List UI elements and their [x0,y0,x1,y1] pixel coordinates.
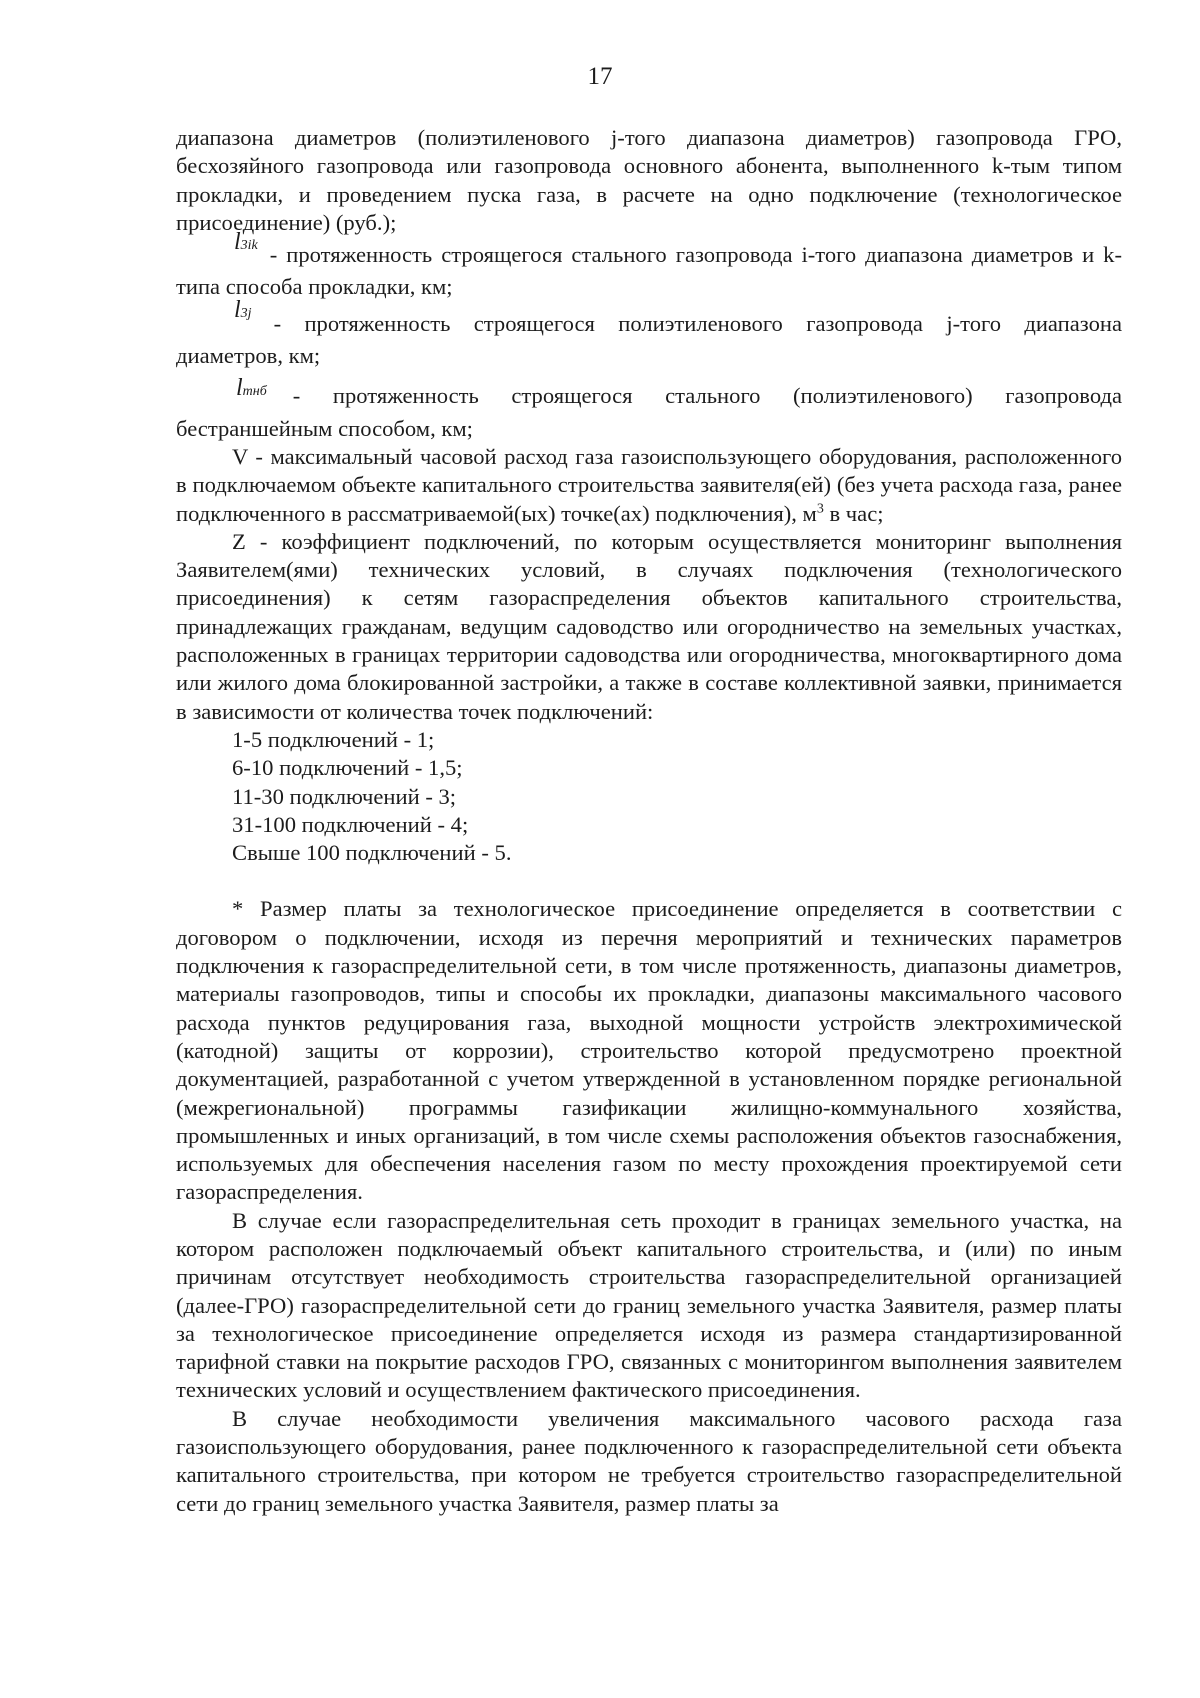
variable-definition-z: Z - коэффициент подключений, по которым осуществляется мониторинг выполнения Заявителем(ями) технических условий, в случаях подключения (технологического присоединения) к сетям газораспределения объектов капитального строительства, принадлежащих гражданам, ведущим садоводство или огородничество на земельных участках, расположенных в границах территории садоводства или огородничества, многоквартирного дома или жилого дома блокированной застройки, а также в составе коллективной заявки, принимается в зависимости от количества точек подключений: [176,528,1122,724]
connections-coefficient-list [176,726,1122,867]
list-item: Свыше 100 подключений - 5. [232,840,512,866]
paragraph-continuation: диапазона диаметров (полиэтиленового j-того диапазона диаметров) газопровода ГРО, бесхозяйного газопровода или газопровода основного абонента, выполненного k-тым типом прокладки, и проведением пуска газа, в расчете на одно подключение (технологическое присоединение) (руб.); [176,125,1122,235]
paragraph-increase: В случае необходимости увеличения максимального часового расхода газа газоиспользующего оборудования, ранее подключенного к газораспределительной сети объекта капитального строительства, при котором не требуется строительство газораспределительной сети до границ земельного участка Заявителя, размер платы за [176,1405,1122,1516]
variable-definition-l3ik [176,229,1122,302]
variable-definition-l3j [176,296,1122,371]
variable-definition-v: V - максимальный часовой расход газа газоиспользующего оборудования, расположенного в подключаемом объекте капитального строительства заявителя(ей) (без учета расхода газа, ранее подключенного в рассматриваемой(ых) точке(ах) подключения), $м^3$ в час; [176,443,1122,526]
spacer [176,867,1122,895]
definition-text: - протяженность строящегося полиэтиленового газопровода j-того диапазона диаметров, км; [176,310,1122,369]
definition-text: - протяженность строящегося стального газопровода i-того диапазона диаметров и k-типа способа прокладки, км; [176,242,1122,300]
variable-definition-ltnb [176,375,1122,443]
formula-symbol-l3ik: l3ik [234,229,258,256]
paragraph-boundaries: В случае если газораспределительная сеть проходит в границах земельного участка, на котором расположен подключаемый объект капитального строительства, и (или) по иным причинам отсутствует необходимость строительства газораспределительной организацией (далее-ГРО) газораспределительной сети до границ земельного участка Заявителя, размер платы за технологическое присоединение определяется исходя из размера стандартизированной тарифной ставки на покрытие расходов ГРО, связанных с мониторингом выполнения заявителем технических условий и осуществлением фактического присоединения. [176,1207,1122,1403]
list-item: 6-10 подключений - 1,5; [232,755,463,781]
document-body [176,124,1122,1518]
list-item: 31-100 подключений - 4; [232,811,469,837]
definition-text: - протяженность строящегося стального (полиэтиленового) газопровода бестраншейным способом, км; [176,383,1122,441]
footnote-paragraph: * Размер платы за технологическое присоединение определяется в соответствии с договором о подключении, исходя из перечня мероприятий и технических параметров подключения к газораспределительной сети, в том числе протяженность, диапазоны диаметров, материалы газопроводов, типы и способы их прокладки, диапазоны максимального часового расхода пунктов редуцирования газа, выходной мощности устройств электрохимической (катодной) защиты от коррозии), строительство которой предусмотрено проектной документацией, разработанной с учетом утвержденной в установленном порядке региональной (межрегиональной) программы газификации жилищно-коммунального хозяйства, промышленных и иных организаций, в том числе схемы расположения объектов газоснабжения, используемых для обеспечения населения газом по месту прохождения проектируемой сети газораспределения. [176,896,1122,1205]
superscript-3: 3 [816,501,824,517]
formula-symbol-ltnb: lтнб [236,375,267,402]
page-number: 17 [587,63,613,90]
list-item: 1-5 подключений - 1; [232,726,435,752]
formula-symbol-l3j: l3j [234,296,252,323]
list-item: 11-30 подключений - 3; [232,783,457,809]
